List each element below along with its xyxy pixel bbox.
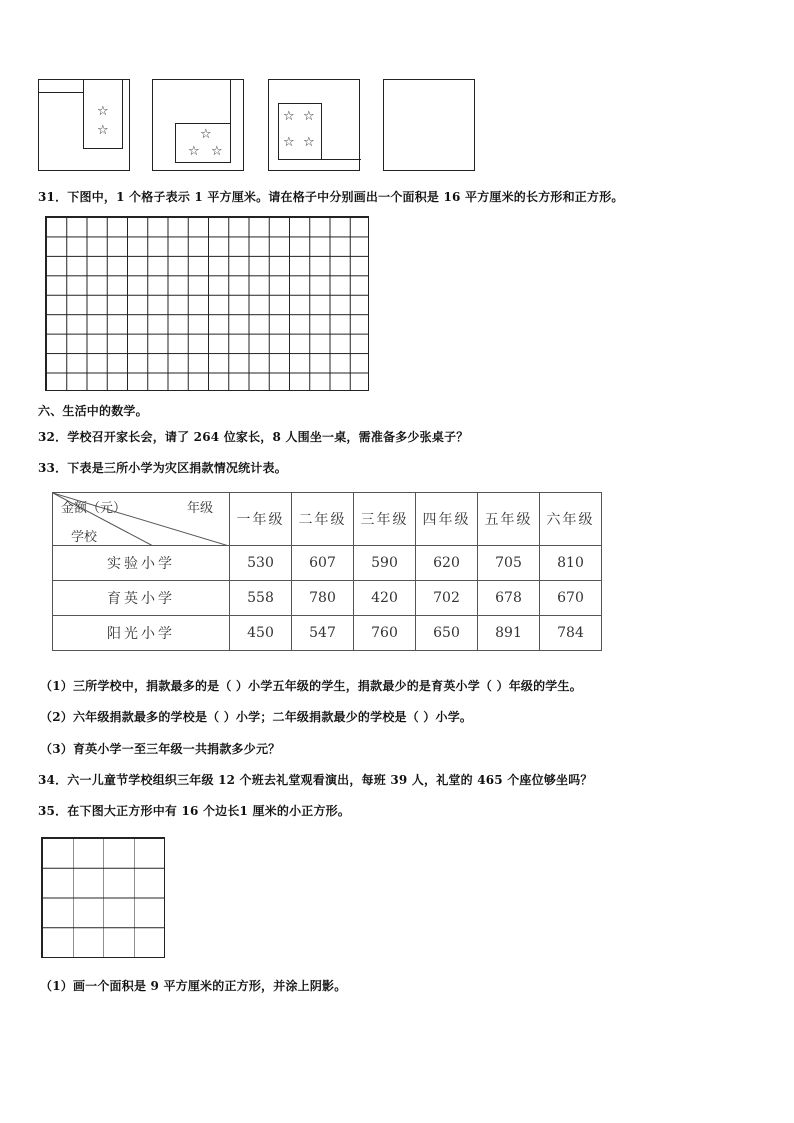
star-icon: ☆: [303, 135, 315, 150]
star-icon: ☆: [188, 144, 200, 159]
grade-header: 一年级: [230, 493, 292, 546]
school-name: 育英小学: [53, 581, 230, 616]
grid-paper-large[interactable]: [45, 216, 369, 391]
table-cell: 760: [354, 616, 416, 651]
figure-box-4: [383, 79, 475, 171]
grade-header: 五年级: [478, 493, 540, 546]
corner-line: [38, 92, 84, 93]
grade-header: 三年级: [354, 493, 416, 546]
school-name: 阳光小学: [53, 616, 230, 651]
corner-line: [230, 79, 231, 123]
grade-header: 二年级: [292, 493, 354, 546]
table-cell: 810: [540, 546, 602, 581]
star-icon: ☆: [97, 123, 109, 138]
table-cell: 780: [292, 581, 354, 616]
question-33-part-1: （1）三所学校中，捐款最多的是（ ）小学五年级的学生，捐款最少的是育英小学（ ）年级的学生。: [40, 679, 582, 693]
star-icon: ☆: [200, 127, 212, 142]
corner-label-grade: 年级: [187, 501, 214, 516]
question-33-part-3: （3）育英小学一至三年级一共捐款多少元？: [40, 742, 281, 756]
table-cell: 784: [540, 616, 602, 651]
question-33: 33．下表是三所小学为灾区捐款情况统计表。: [38, 461, 287, 475]
table-cell: 620: [416, 546, 478, 581]
figure-box-3: [268, 79, 360, 171]
question-35-part-1: （1）画一个面积是 9 平方厘米的正方形，并涂上阴影。: [40, 979, 347, 993]
star-icon: ☆: [303, 109, 315, 124]
figure-box-1: [38, 79, 130, 171]
table-cell: 670: [540, 581, 602, 616]
table-row: [53, 546, 602, 581]
table-cell: 530: [230, 546, 292, 581]
star-icon: ☆: [283, 109, 295, 124]
table-cell: 702: [416, 581, 478, 616]
table-cell: 650: [416, 616, 478, 651]
question-32: 32．学校召开家长会，请了 264 位家长，8 人围坐一桌，需准备多少张桌子？: [38, 430, 469, 444]
table-cell: 547: [292, 616, 354, 651]
table-row: [53, 581, 602, 616]
star-icon: ☆: [283, 135, 295, 150]
question-31: 31．下图中，1 个格子表示 1 平方厘米。请在格子中分别画出一个面积是 16 平方厘米的长方形和正方形。: [38, 190, 624, 204]
table-cell: 891: [478, 616, 540, 651]
table-cell: 558: [230, 581, 292, 616]
question-34: 34．六一儿童节学校组织三年级 12 个班去礼堂观看演出，每班 39 人，礼堂的 465 个座位够坐吗？: [38, 773, 593, 787]
table-cell: 420: [354, 581, 416, 616]
star-icon: ☆: [211, 144, 223, 159]
donation-table: [52, 492, 602, 651]
table-cell: 705: [478, 546, 540, 581]
corner-line: [321, 159, 361, 160]
table-cell: 678: [478, 581, 540, 616]
grade-header: 四年级: [416, 493, 478, 546]
table-cell: 590: [354, 546, 416, 581]
corner-label-amount: 金额（元）: [61, 501, 127, 516]
school-name: 实验小学: [53, 546, 230, 581]
table-cell: 450: [230, 616, 292, 651]
grid-square-4x4[interactable]: [41, 837, 165, 958]
table-corner-header: [53, 493, 230, 546]
section-6-title: 六、生活中的数学。: [38, 404, 148, 418]
corner-label-school: 学校: [71, 530, 98, 545]
table-cell: 607: [292, 546, 354, 581]
question-33-part-2: （2）六年级捐款最多的学校是（ ）小学；二年级捐款最少的学校是（ ）小学。: [40, 710, 473, 724]
star-icon: ☆: [97, 104, 109, 119]
table-row: [53, 616, 602, 651]
question-35: 35．在下图大正方形中有 16 个边长1 厘米的小正方形。: [38, 804, 351, 818]
figure-box-2: [152, 79, 244, 171]
grade-header: 六年级: [540, 493, 602, 546]
